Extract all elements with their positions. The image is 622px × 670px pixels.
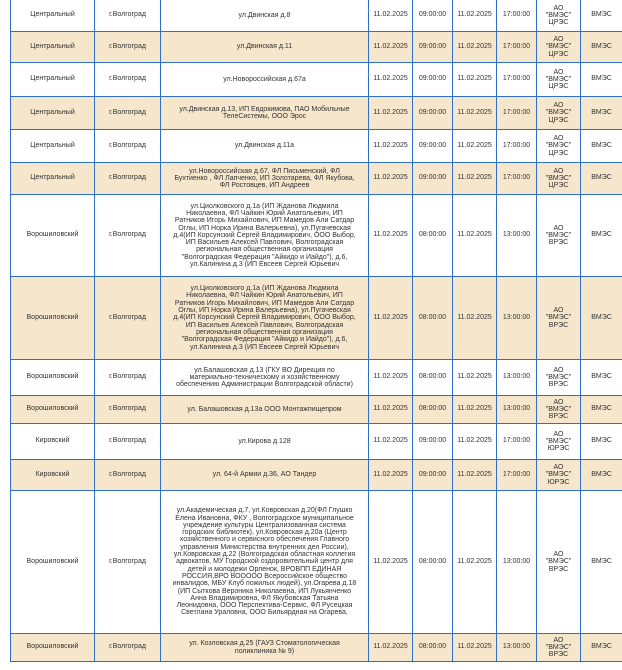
city-cell: г.Волгоград xyxy=(95,32,161,63)
time-from-cell: 08:00:00 xyxy=(413,360,453,396)
time-from-cell: 09:00:00 xyxy=(413,0,453,32)
address-cell: ул.Двинская д.8 xyxy=(161,0,369,32)
date-to-cell: 11.02.2025 xyxy=(453,0,497,32)
address-cell: ул.Циолковского д.1а (ИП Жданова Людмила Николаевна, ФЛ Чайкин Юрий Анатольевич, ИП Ратников Игорь Михайлович, ИП Мамедов Али Сатдар Оглы, ИП Норка Ирина Валерьевна), ул.Пугачевская д.4(ИП Корсунский Сергей Владимирович, ООО Выбор, ИП Васильев Алексей Павлович, Волгоградская региональная общественная организация "Волгоградская Федерация "Айкидо и Иайдо"), д.6, ул.Калинина д.3 (ИП Евсеев Сергей Юрьевич xyxy=(161,277,369,360)
organization-short-cell: ВМЭС xyxy=(581,32,622,63)
time-to-cell: 13:00:00 xyxy=(497,360,537,396)
organization-cell: АО "ВМЭС" ВРЭС xyxy=(537,491,581,634)
table-row xyxy=(11,163,622,195)
district-cell: Центральный xyxy=(11,97,95,130)
city-cell: г.Волгоград xyxy=(95,424,161,460)
date-to-cell: 11.02.2025 xyxy=(453,424,497,460)
time-to-cell: 13:00:00 xyxy=(497,396,537,424)
organization-cell: АО "ВМЭС" ВРЭС xyxy=(537,195,581,277)
address-cell: ул.Циолковского д.1а (ИП Жданова Людмила Николаевна, ФЛ Чайкин Юрий Анатольевич, ИП Ратников Игорь Михайлович, ИП Мамедов Али Сатдар Оглы, ИП Норка Ирина Валерьевна), ул.Пугачевская д.4(ИП Корсунский Сергей Владимирович, ООО Выбор, ИП Васильев Алексей Павлович, Волгоградская региональная общественная организация "Волгоградская Федерация "Айкидо и Иайдо"), д.6, ул.Калинина д.3 (ИП Евсеев Сергей Юрьевич xyxy=(161,195,369,277)
organization-cell: АО "ВМЭС" ЦРЭС xyxy=(537,63,581,97)
district-cell: Ворошиловский xyxy=(11,360,95,396)
organization-short-cell: ВМЭС xyxy=(581,63,622,97)
time-from-cell: 09:00:00 xyxy=(413,460,453,491)
organization-cell: АО "ВМЭС" ВРЭС xyxy=(537,634,581,662)
district-cell: Центральный xyxy=(11,130,95,163)
date-to-cell: 11.02.2025 xyxy=(453,634,497,662)
time-from-cell: 08:00:00 xyxy=(413,277,453,360)
time-to-cell: 17:00:00 xyxy=(497,32,537,63)
time-from-cell: 09:00:00 xyxy=(413,63,453,97)
city-cell: г.Волгоград xyxy=(95,277,161,360)
table-row xyxy=(11,32,622,63)
city-cell: г.Волгоград xyxy=(95,195,161,277)
date-to-cell: 11.02.2025 xyxy=(453,32,497,63)
date-from-cell: 11.02.2025 xyxy=(369,634,413,662)
time-from-cell: 09:00:00 xyxy=(413,424,453,460)
table-row xyxy=(11,130,622,163)
date-to-cell: 11.02.2025 xyxy=(453,396,497,424)
organization-short-cell: ВМЭС xyxy=(581,163,622,195)
time-from-cell: 09:00:00 xyxy=(413,32,453,63)
time-to-cell: 17:00:00 xyxy=(497,424,537,460)
district-cell: Ворошиловский xyxy=(11,277,95,360)
organization-cell: АО "ВМЭС" ЮРЭС xyxy=(537,460,581,491)
district-cell: Центральный xyxy=(11,32,95,63)
address-cell: ул.Двинская д.11а xyxy=(161,130,369,163)
time-from-cell: 08:00:00 xyxy=(413,195,453,277)
address-cell: ул.Двинская д.11 xyxy=(161,32,369,63)
time-to-cell: 13:00:00 xyxy=(497,491,537,634)
organization-cell: АО "ВМЭС" ВРЭС xyxy=(537,277,581,360)
time-to-cell: 17:00:00 xyxy=(497,130,537,163)
table-row xyxy=(11,634,622,662)
organization-cell: АО "ВМЭС" ЦРЭС xyxy=(537,97,581,130)
city-cell: г.Волгоград xyxy=(95,396,161,424)
address-cell: ул. Козловская д.25 (ГАУЗ Стоматологическая поликлиника № 9) xyxy=(161,634,369,662)
organization-short-cell: ВМЭС xyxy=(581,277,622,360)
table-row xyxy=(11,396,622,424)
date-from-cell: 11.02.2025 xyxy=(369,63,413,97)
outage-schedule-table xyxy=(10,0,622,662)
table-row xyxy=(11,460,622,491)
city-cell: г.Волгоград xyxy=(95,460,161,491)
address-cell: ул. Балашовская д.13а ООО Монтажпищепром xyxy=(161,396,369,424)
address-cell: ул.Новороссийская д.67, ФЛ Письменский, ФЛ Бухтиенко , ФЛ Лапченко, ИП Золотарева, ФЛ Якубова, ФЛ Ростовцев, ИП Андреев xyxy=(161,163,369,195)
district-cell: Центральный xyxy=(11,163,95,195)
city-cell: г.Волгоград xyxy=(95,97,161,130)
district-cell: Ворошиловский xyxy=(11,634,95,662)
time-from-cell: 09:00:00 xyxy=(413,130,453,163)
organization-cell: АО "ВМЭС" ЦРЭС xyxy=(537,163,581,195)
time-from-cell: 09:00:00 xyxy=(413,163,453,195)
organization-short-cell: ВМЭС xyxy=(581,130,622,163)
date-from-cell: 11.02.2025 xyxy=(369,424,413,460)
date-from-cell: 11.02.2025 xyxy=(369,32,413,63)
table-row xyxy=(11,360,622,396)
date-from-cell: 11.02.2025 xyxy=(369,396,413,424)
time-to-cell: 13:00:00 xyxy=(497,634,537,662)
table-row xyxy=(11,195,622,277)
district-cell: Ворошиловский xyxy=(11,195,95,277)
time-to-cell: 13:00:00 xyxy=(497,195,537,277)
district-cell: Ворошиловский xyxy=(11,396,95,424)
date-to-cell: 11.02.2025 xyxy=(453,130,497,163)
organization-cell: АО "ВМЭС" ЦРЭС xyxy=(537,0,581,32)
date-from-cell: 11.02.2025 xyxy=(369,130,413,163)
city-cell: г.Волгоград xyxy=(95,634,161,662)
time-from-cell: 08:00:00 xyxy=(413,634,453,662)
table-row xyxy=(11,63,622,97)
city-cell: г.Волгоград xyxy=(95,163,161,195)
date-to-cell: 11.02.2025 xyxy=(453,277,497,360)
city-cell: г.Волгоград xyxy=(95,130,161,163)
district-cell: Кировский xyxy=(11,460,95,491)
address-cell: ул.Новороссийская д.67а xyxy=(161,63,369,97)
table-row xyxy=(11,97,622,130)
organization-short-cell: ВМЭС xyxy=(581,396,622,424)
time-to-cell: 17:00:00 xyxy=(497,63,537,97)
organization-cell: АО "ВМЭС" ЮРЭС xyxy=(537,424,581,460)
organization-short-cell: ВМЭС xyxy=(581,460,622,491)
date-from-cell: 11.02.2025 xyxy=(369,97,413,130)
time-to-cell: 17:00:00 xyxy=(497,0,537,32)
organization-cell: АО "ВМЭС" ВРЭС xyxy=(537,396,581,424)
date-from-cell: 11.02.2025 xyxy=(369,460,413,491)
date-to-cell: 11.02.2025 xyxy=(453,63,497,97)
date-to-cell: 11.02.2025 xyxy=(453,195,497,277)
district-cell: Кировский xyxy=(11,424,95,460)
date-to-cell: 11.02.2025 xyxy=(453,163,497,195)
organization-short-cell: ВМЭС xyxy=(581,424,622,460)
district-cell: Центральный xyxy=(11,0,95,32)
organization-cell: АО "ВМЭС" ЦРЭС xyxy=(537,32,581,63)
time-from-cell: 08:00:00 xyxy=(413,396,453,424)
table-row xyxy=(11,0,622,32)
address-cell: ул.Кирова д.128 xyxy=(161,424,369,460)
organization-cell: АО "ВМЭС" ВРЭС xyxy=(537,360,581,396)
time-from-cell: 09:00:00 xyxy=(413,97,453,130)
time-from-cell: 08:00:00 xyxy=(413,491,453,634)
date-from-cell: 11.02.2025 xyxy=(369,491,413,634)
city-cell: г.Волгоград xyxy=(95,360,161,396)
date-from-cell: 11.02.2025 xyxy=(369,195,413,277)
time-to-cell: 17:00:00 xyxy=(497,460,537,491)
date-to-cell: 11.02.2025 xyxy=(453,97,497,130)
date-from-cell: 11.02.2025 xyxy=(369,360,413,396)
organization-cell: АО "ВМЭС" ЦРЭС xyxy=(537,130,581,163)
district-cell: Ворошиловский xyxy=(11,491,95,634)
time-to-cell: 13:00:00 xyxy=(497,277,537,360)
time-to-cell: 17:00:00 xyxy=(497,163,537,195)
table-row xyxy=(11,424,622,460)
organization-short-cell: ВМЭС xyxy=(581,634,622,662)
address-cell: ул.Академическая д.7, ул.Ковровская д.20(ФЛ Глушко Елена Ивановна, ФКУ , Волгоградское муниципальное учреждение культуры Централизованная система городских библиотек), ул.Ковровская д.20а (Центр хозяйственного и сервисного обеспечения Главного управления Министерства внутренних дел России), ул.Ковровская д.22 (Волгоградская областная коллегия адвокатов, МУ Городской оздоровительный центр для детей и молодежи Орленок, ВРОВПП ЕДИНАЯ РОССИЯ,ВРО ВООООО Всероссийское общество инвалидов, МБУ Клуб пожилых людей), ул.Огарева д.18 (ИП Сыткова Вероника Николаевна, ИП Лукьянченко Анна Владимировна, ФЛ Якубовская Татьяна Леонидовна, ООО Перспектива-Сервис, ФЛ Русецкая Светлана Ураловна, ООО Бильярдная на Огарева, xyxy=(161,491,369,634)
organization-short-cell: ВМЭС xyxy=(581,97,622,130)
organization-short-cell: ВМЭС xyxy=(581,0,622,32)
date-to-cell: 11.02.2025 xyxy=(453,460,497,491)
date-to-cell: 11.02.2025 xyxy=(453,491,497,634)
city-cell: г.Волгоград xyxy=(95,0,161,32)
table-row xyxy=(11,491,622,634)
date-from-cell: 11.02.2025 xyxy=(369,277,413,360)
organization-short-cell: ВМЭС xyxy=(581,491,622,634)
address-cell: ул. 64-й Армии д.36, АО Тандер xyxy=(161,460,369,491)
table-row xyxy=(11,277,622,360)
organization-short-cell: ВМЭС xyxy=(581,360,622,396)
date-from-cell: 11.02.2025 xyxy=(369,0,413,32)
address-cell: ул.Двинская д.13, ИП Евдокимова, ПАО Мобильные ТелеСистемы, ООО Эрос xyxy=(161,97,369,130)
address-cell: ул.Балашовская д.13 (ГКУ ВО Дирекция по материально-техническому и хозяйственному обеспечению Администрации Волгоградской области) xyxy=(161,360,369,396)
district-cell: Центральный xyxy=(11,63,95,97)
date-to-cell: 11.02.2025 xyxy=(453,360,497,396)
date-from-cell: 11.02.2025 xyxy=(369,163,413,195)
time-to-cell: 17:00:00 xyxy=(497,97,537,130)
city-cell: г.Волгоград xyxy=(95,63,161,97)
organization-short-cell: ВМЭС xyxy=(581,195,622,277)
city-cell: г.Волгоград xyxy=(95,491,161,634)
